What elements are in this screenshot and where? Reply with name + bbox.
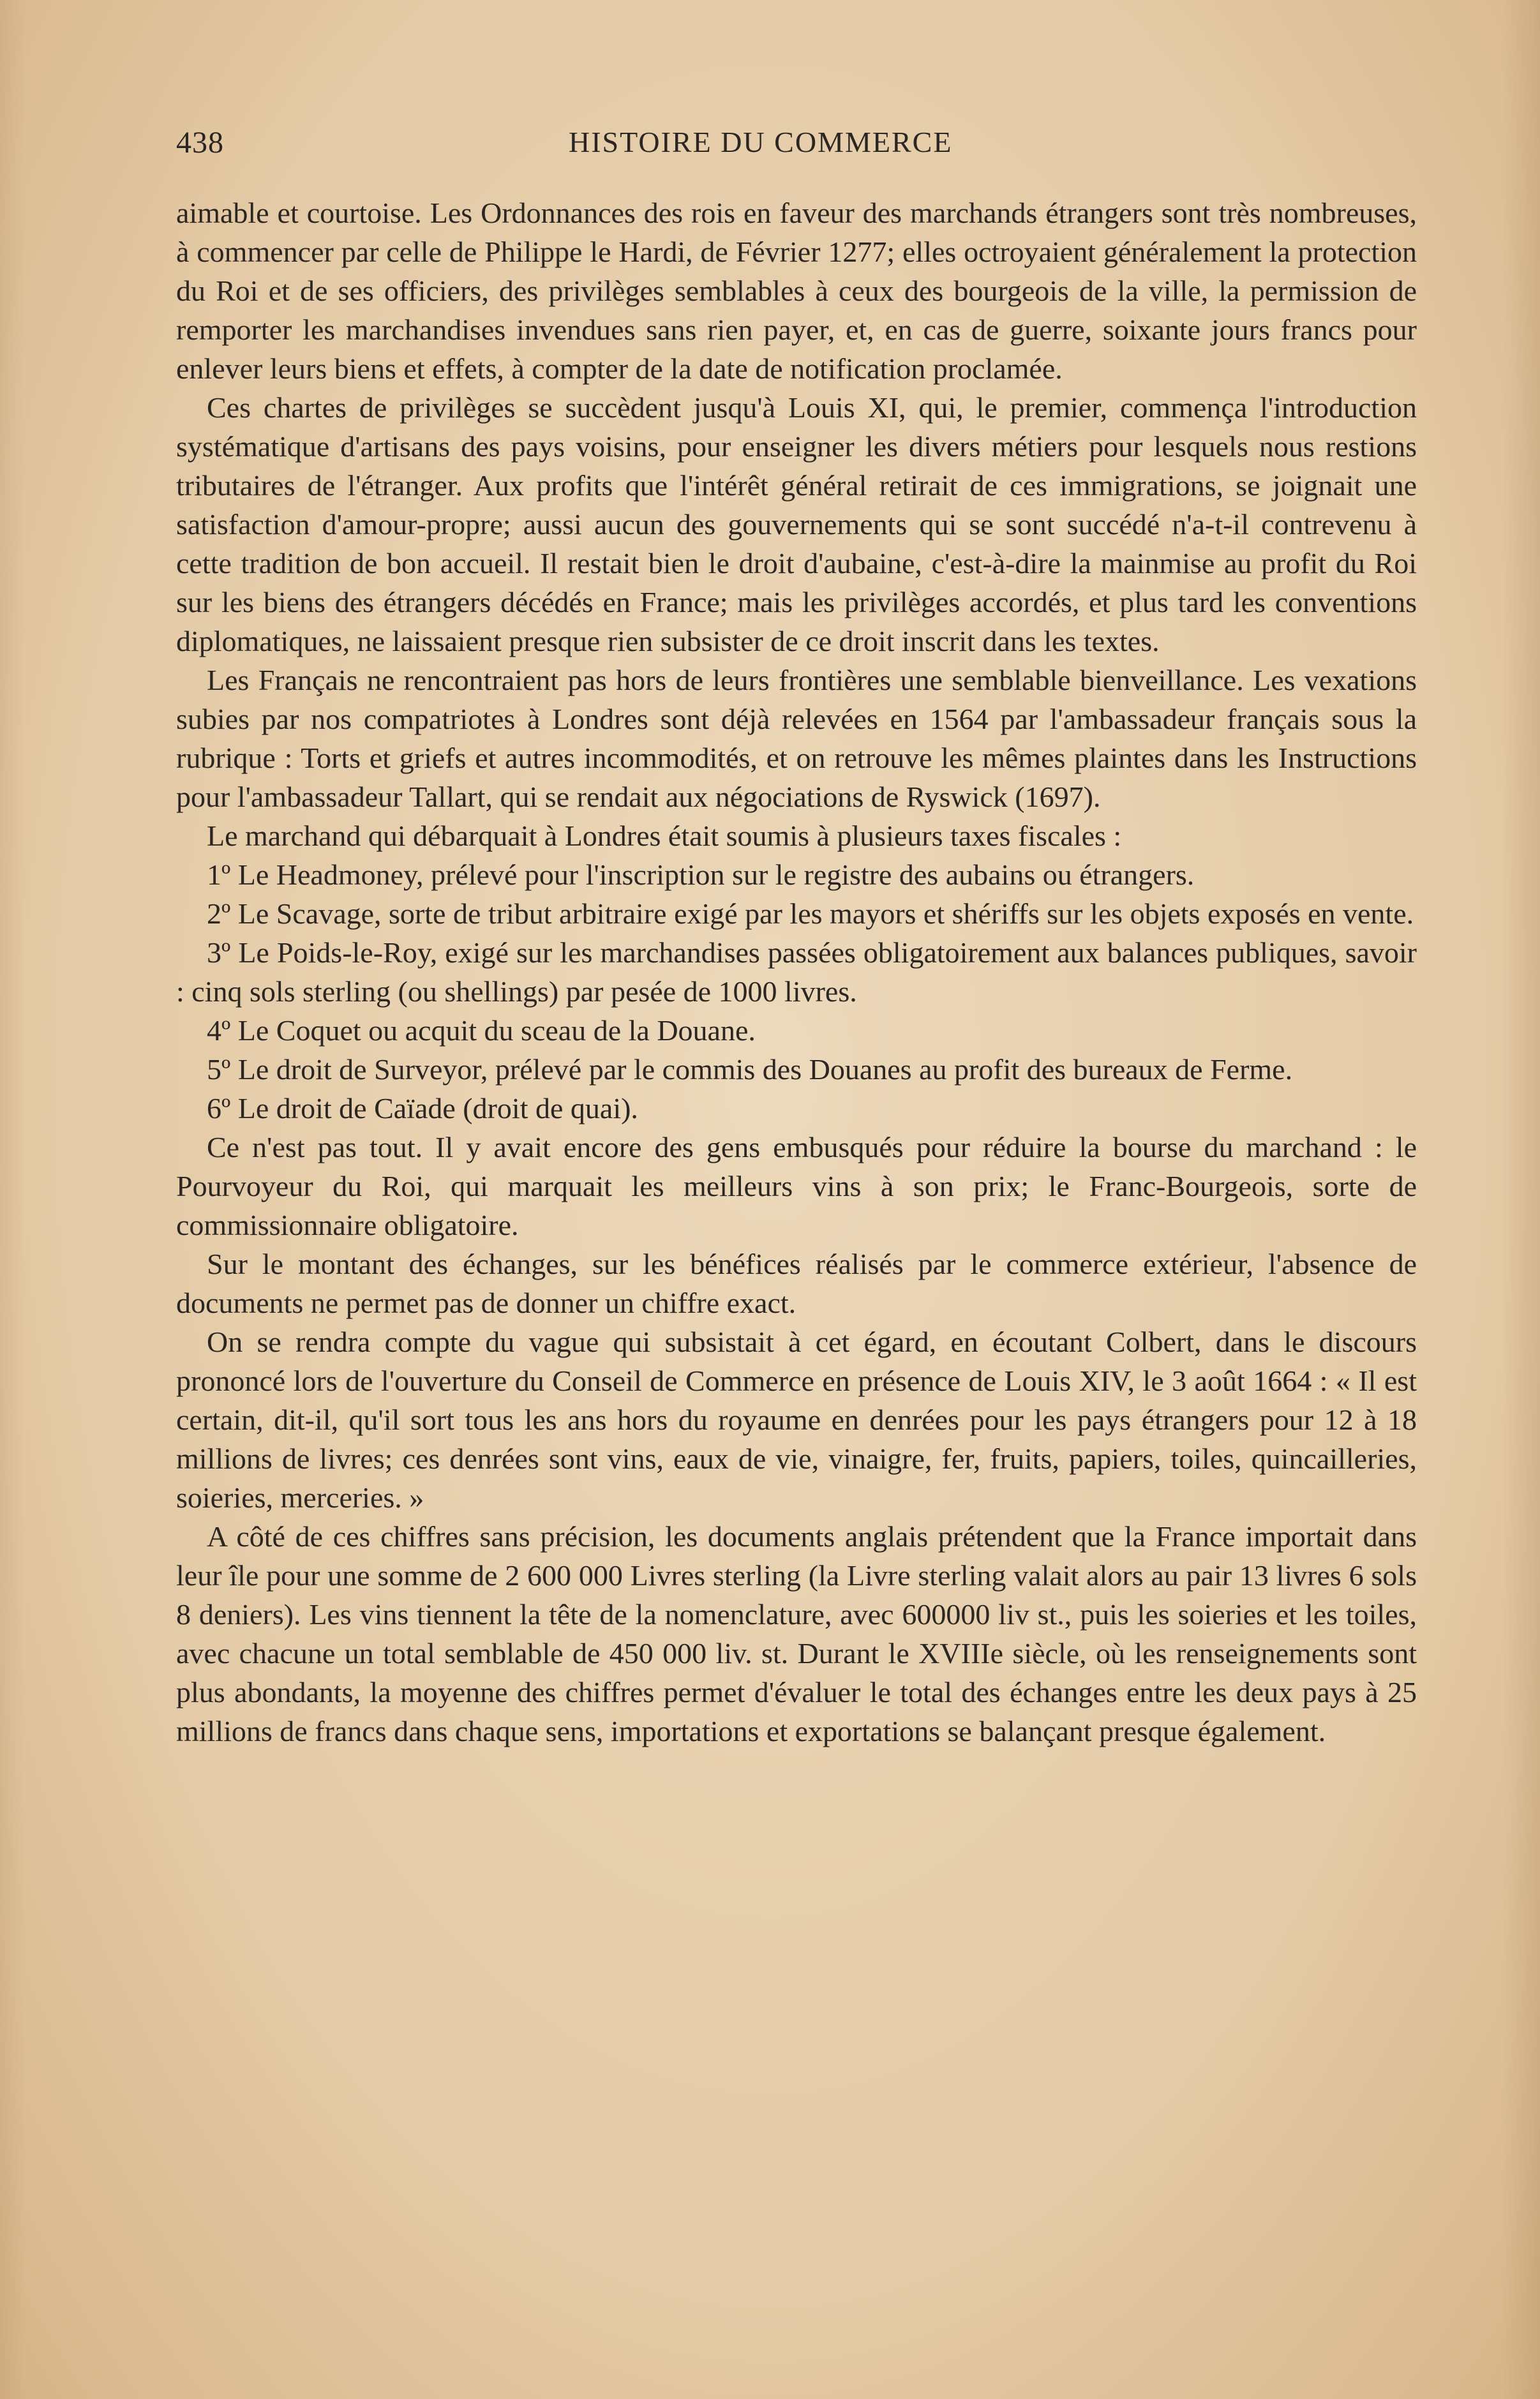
- page-edge-shadow-left: [0, 0, 26, 2399]
- paragraph-6: Sur le montant des échanges, sur les bénéfices réalisés par le commerce extérieur, l'absence de documents ne permet pas de donner un chiffre exact.: [176, 1248, 1417, 1319]
- page-number: 438: [176, 126, 224, 160]
- page-header: [176, 125, 1414, 170]
- list-item-5: 5º Le droit de Surveyor, prélevé par le commis des Douanes au profit des bureaux de Ferme.: [207, 1053, 1293, 1086]
- running-title: HISTOIRE DU COMMERCE: [569, 126, 953, 158]
- list-item-2: 2º Le Scavage, sorte de tribut arbitraire exigé par les mayors et shériffs sur les objets exposés en vente.: [207, 897, 1414, 930]
- paragraph-2: Ces chartes de privilèges se succèdent jusqu'à Louis XI, qui, le premier, commença l'introduction systématique d'artisans des pays voisins, pour enseigner les divers métiers pour lesquels nous restions tributaires de l'étranger. Aux profits que l'intérêt général retirait de ces immigrations, se joignait une satisfaction d'amour-propre; aussi aucun des gouvernements qui se sont succédé n'a-t-il contrevenu à cette tradition de bon accueil. Il restait bien le droit d'aubaine, c'est-à-dire la mainmise au profit du Roi sur les biens des étrangers décédés en France; mais les privilèges accordés, et plus tard les conventions diplomatiques, ne laissaient presque rien subsister de ce droit inscrit dans les textes.: [176, 391, 1417, 657]
- body-text: [176, 193, 1417, 1751]
- list-item-6: 6º Le droit de Caïade (droit de quai).: [207, 1092, 638, 1125]
- list-item-1: 1º Le Headmoney, prélevé pour l'inscription sur le registre des aubains ou étrangers.: [207, 858, 1195, 891]
- page-edge-shadow-right: [1502, 0, 1540, 2399]
- paragraph-1: aimable et courtoise. Les Ordonnances des rois en faveur des marchands étrangers sont très nombreuses, à commencer par celle de Philippe le Hardi, de Février 1277; elles octroyaient généralement la protection du Roi et de ses officiers, des privilèges semblables à ceux des bourgeois de la ville, la permission de remporter les marchandises invendues sans rien payer, et, en cas de guerre, soixante jours francs pour enlever leurs biens et effets, à compter de la date de notification proclamée.: [176, 197, 1417, 385]
- paragraph-7: On se rendra compte du vague qui subsistait à cet égard, en écoutant Colbert, dans le discours prononcé lors de l'ouverture du Conseil de Commerce en présence de Louis XIV, le 3 août 1664 : « Il est certain, dit-il, qu'il sort tous les ans hors du royaume en denrées pour les pays étrangers pour 12 à 18 millions de livres; ces denrées sont vins, eaux de vie, vinaigre, fer, fruits, papiers, toiles, quincailleries, soieries, merceries. »: [176, 1326, 1417, 1514]
- paragraph-5: Ce n'est pas tout. Il y avait encore des gens embusqués pour réduire la bourse du marchand : le Pourvoyeur du Roi, qui marquait les meilleurs vins à son prix; le Franc-Bourgeois, sorte de commissionnaire obligatoire.: [176, 1131, 1417, 1241]
- list-item-4: 4º Le Coquet ou acquit du sceau de la Douane.: [207, 1014, 756, 1047]
- paragraph-4: Le marchand qui débarquait à Londres était soumis à plusieurs taxes fiscales :: [207, 819, 1122, 852]
- paragraph-3: Les Français ne rencontraient pas hors de leurs frontières une semblable bienveillance. Les vexations subies par nos compatriotes à Londres sont déjà relevées en 1564 par l'ambassadeur français sous la rubrique : Torts et griefs et autres incommodités, et on retrouve les mêmes plaintes dans les Instructions pour l'ambassadeur Tallart, qui se rendait aux négociations de Ryswick (1697).: [176, 664, 1417, 813]
- paragraph-8: A côté de ces chiffres sans précision, les documents anglais prétendent que la France importait dans leur île pour une somme de 2 600 000 Livres sterling (la Livre sterling valait alors au pair 13 livres 6 sols 8 deniers). Les vins tiennent la tête de la nomenclature, avec 600000 liv st., puis les soieries et les toiles, avec chacune un total semblable de 450 000 liv. st. Durant le XVIIIe siècle, où les renseignements sont plus abondants, la moyenne des chiffres permet d'évaluer le total des échanges entre les deux pays à 25 millions de francs dans chaque sens, importations et exportations se balançant presque également.: [176, 1520, 1417, 1747]
- list-item-3: 3º Le Poids-le-Roy, exigé sur les marchandises passées obligatoirement aux balances publiques, savoir : cinq sols sterling (ou shellings) par pesée de 1000 livres.: [176, 936, 1417, 1008]
